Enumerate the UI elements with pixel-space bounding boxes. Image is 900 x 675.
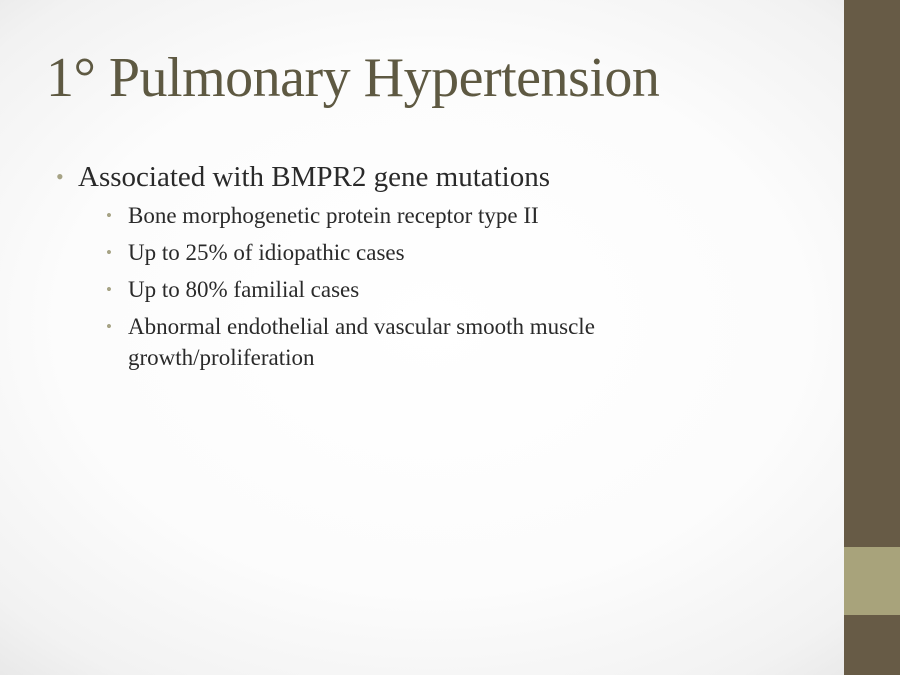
sub-bullet-item (106, 274, 756, 305)
bullet-icon: • (106, 243, 112, 262)
slide-title: 1° Pulmonary Hypertension (46, 47, 660, 109)
sidebar-accent-block (844, 547, 900, 615)
bullet-icon: • (106, 280, 112, 299)
sub-bullet-text: Up to 80% familial cases (128, 277, 360, 302)
sub-bullet-item (106, 237, 756, 268)
bullet-icon: • (106, 317, 112, 336)
bullet-text: Associated with BMPR2 gene mutations (78, 161, 551, 193)
bullet-list (56, 158, 756, 379)
bullet-item (56, 158, 756, 373)
sub-bullet-item (106, 200, 756, 231)
sub-bullet-list (106, 200, 756, 373)
sub-bullet-text: Bone morphogenetic protein receptor type II (128, 203, 539, 228)
sub-bullet-text: Abnormal endothelial and vascular smooth muscle growth/proliferation (128, 314, 595, 370)
sub-bullet-text: Up to 25% of idiopathic cases (128, 240, 405, 265)
bullet-icon: • (106, 206, 112, 225)
bullet-icon: • (56, 164, 64, 189)
sub-bullet-item (106, 311, 756, 373)
